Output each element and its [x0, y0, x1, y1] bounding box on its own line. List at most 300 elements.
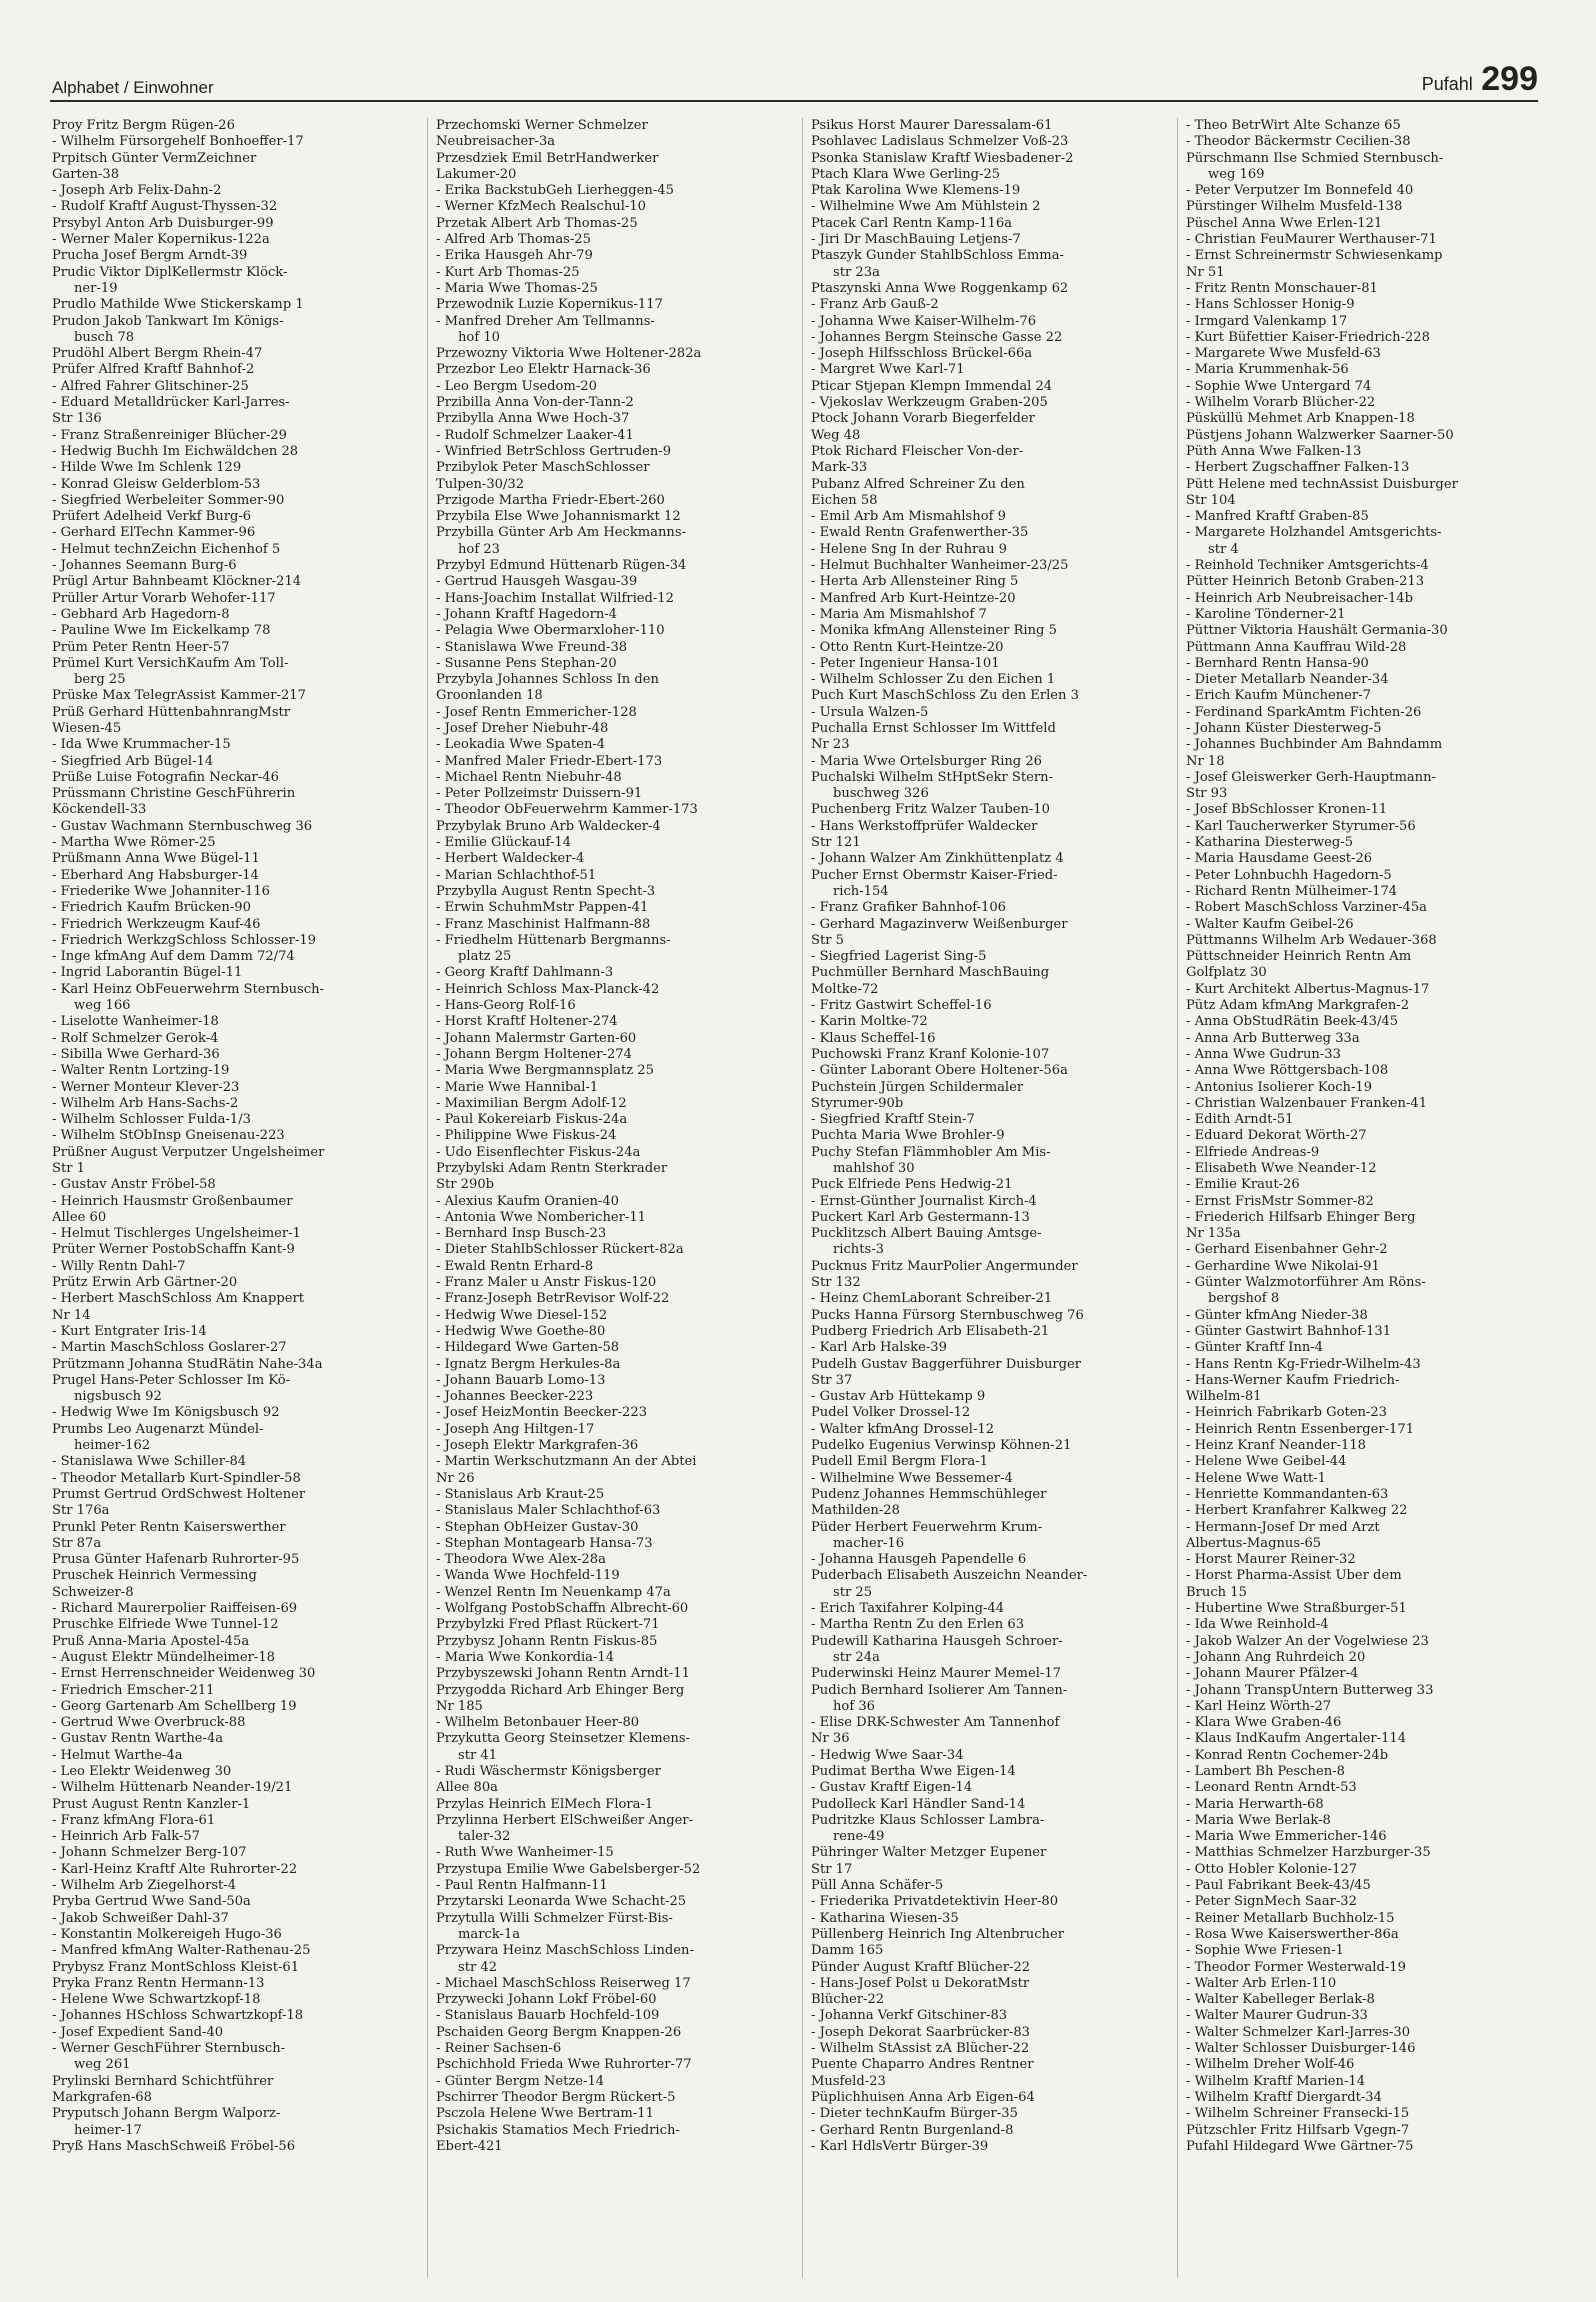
directory-entry-continuation: weg 169: [1208, 166, 1265, 182]
directory-entry: Pruschek Heinrich Vermessing: [52, 1568, 257, 1584]
directory-entry: Psczola Helene Wwe Bertram-11: [436, 2106, 654, 2122]
directory-entry: - Wilhelmine Wwe Bessemer-4: [811, 1470, 1013, 1486]
directory-entry: - Johann Ang Ruhrdeich 20: [1186, 1649, 1366, 1665]
directory-entry: Prüße Luise Fotografin Neckar-46: [52, 769, 279, 785]
directory-entry: Str 17: [811, 1861, 853, 1877]
directory-entry: - Rudolf Schmelzer Laaker-41: [436, 427, 634, 443]
directory-entry: - Joseph Elektr Markgrafen-36: [436, 1438, 639, 1454]
directory-entry: - Werner Maler Kopernikus-122a: [52, 232, 270, 248]
directory-entry: - Rudi Wäschermstr Königsberger: [436, 1763, 661, 1779]
directory-entry-continuation: weg 166: [74, 998, 131, 1014]
directory-entry: Ptacek Carl Rentn Kamp-116a: [811, 215, 1012, 231]
directory-entry: - Klaus Scheffel-16: [811, 1030, 936, 1046]
directory-entry: - Hans-Josef Polst u DekoratMstr: [811, 1975, 1030, 1991]
directory-entry: - Bernhard Rentn Hansa-90: [1186, 655, 1369, 671]
directory-entry: Prütz Erwin Arb Gärtner-20: [52, 1275, 238, 1291]
page-number: 299: [1481, 60, 1538, 98]
directory-entry: Püttschneider Heinrich Rentn Am: [1186, 949, 1412, 965]
directory-entry: - Johannes Buchbinder Am Bahndamm: [1186, 737, 1443, 753]
directory-entry: - Ruth Wwe Wanheimer-15: [436, 1845, 614, 1861]
directory-entry: - Michael Rentn Niebuhr-48: [436, 769, 622, 785]
directory-entry: - Ferdinand SparkAmtm Fichten-26: [1186, 704, 1422, 720]
section-label: Alphabet / Einwohner: [52, 78, 214, 97]
directory-entry: Nr 36: [811, 1731, 850, 1747]
directory-entry: - Bernhard Insp Busch-23: [436, 1226, 607, 1242]
directory-entry: - Stanislaus Bauarb Hochfeld-109: [436, 2008, 660, 2024]
directory-entry: Ptock Johann Vorarb Biegerfelder: [811, 411, 1035, 427]
directory-entry-continuation: str 24a: [833, 1649, 880, 1665]
directory-entry: - Josef HeizMontin Beecker-223: [436, 1405, 648, 1421]
directory-entry: - Stanislaus Arb Kraut-25: [436, 1486, 605, 1502]
directory-entry: - Horst Kraftf Holtener-274: [436, 1014, 618, 1030]
directory-entry: - Fritz Gastwirt Scheffel-16: [811, 998, 992, 1014]
directory-entry: - Werner Monteur Klever-23: [52, 1079, 240, 1095]
directory-entry: Prüßmann Anna Wwe Bügel-11: [52, 851, 260, 867]
directory-entry: Psikus Horst Maurer Daressalam-61: [811, 118, 1053, 133]
directory-entry: - Anna Wwe Röttgersbach-108: [1186, 1063, 1389, 1079]
directory-entry: Str 93: [1186, 786, 1228, 802]
directory-entry: - Elise DRK-Schwester Am Tannenhof: [811, 1715, 1060, 1731]
directory-entry: - Günter kfmAng Nieder-38: [1186, 1307, 1368, 1323]
directory-entry: Pufahl Hildegard Wwe Gärtner-75: [1186, 2138, 1414, 2154]
directory-entry: - Karoline Tönderner-21: [1186, 606, 1346, 622]
directory-entry: Pütz Adam kfmAng Markgrafen-2: [1186, 998, 1410, 1014]
directory-entry: - Herbert Zugschaffner Falken-13: [1186, 460, 1410, 476]
directory-entry-continuation: str 41: [458, 1747, 498, 1763]
directory-entry: - Erich Taxifahrer Kolping-44: [811, 1601, 1005, 1617]
directory-entry: - Stanislaus Maler Schlachthof-63: [436, 1503, 661, 1519]
directory-entry: Püttner Viktoria Haushält Germania-30: [1186, 623, 1448, 639]
directory-entry: - Hans-Werner Kaufm Friedrich-: [1186, 1372, 1400, 1388]
directory-entry: - Stephan Montagearb Hansa-73: [436, 1535, 653, 1551]
directory-entry-continuation: hof 36: [833, 1698, 875, 1714]
directory-entry: Puderwinski Heinz Maurer Memel-17: [811, 1666, 1061, 1682]
directory-entry: - Wilhelm Fürsorgehelf Bonhoeffer-17: [52, 134, 304, 150]
directory-entry: - Friedrich Emscher-211: [52, 1682, 215, 1698]
directory-entry: - Herta Arb Allensteiner Ring 5: [811, 574, 1019, 590]
directory-entry: - Wilhelm Betonbauer Heer-80: [436, 1715, 640, 1731]
directory-entry-continuation: ner-19: [74, 280, 118, 296]
directory-entry: Prylinski Bernhard Schichtführer: [52, 2073, 274, 2089]
directory-entry: Püth Anna Wwe Falken-13: [1186, 443, 1362, 459]
directory-entry: Moltke-72: [811, 981, 879, 997]
directory-entry: Püsküllü Mehmet Arb Knappen-18: [1186, 411, 1415, 427]
directory-entry: - Otto Rentn Kurt-Heintze-20: [811, 639, 1004, 655]
directory-entry: - Walter Arb Erlen-110: [1186, 1975, 1337, 1991]
directory-entry: - Walter Schlosser Duisburger-146: [1186, 2041, 1416, 2057]
directory-entry: Prust August Rentn Kanzler-1: [52, 1796, 251, 1812]
directory-entry: Przybylak Bruno Arb Waldecker-4: [436, 818, 661, 834]
directory-entry: - Ida Wwe Krummacher-15: [52, 737, 231, 753]
directory-entry: - Georg Kraftf Dahlmann-3: [436, 965, 614, 981]
directory-entry: - Pauline Wwe Im Eickelkamp 78: [52, 623, 271, 639]
directory-entry: Püstjens Johann Walzwerker Saarner-50: [1186, 427, 1454, 443]
directory-entry: Pütter Heinrich Betonb Graben-213: [1186, 574, 1425, 590]
directory-entry: - Herbert MaschSchloss Am Knappert: [52, 1291, 305, 1307]
directory-entry: - Siegfried Lagerist Sing-5: [811, 949, 987, 965]
directory-entry: - Jakob Schweißer Dahl-37: [52, 1910, 229, 1926]
directory-entry: - Helene Wwe Schwartzkopf-18: [52, 1992, 261, 2008]
directory-entry: - Josef BbSchlosser Kronen-11: [1186, 802, 1388, 818]
directory-entry-continuation: str 4: [1208, 541, 1239, 557]
directory-entry: Prugel Hans-Peter Schlosser Im Kö-: [52, 1372, 291, 1388]
directory-entry: - Erich Kaufm Münchener-7: [1186, 688, 1371, 704]
directory-entry: Pünder August Kraftf Blücher-22: [811, 1959, 1031, 1975]
directory-entry: Nr 26: [436, 1470, 475, 1486]
directory-entry: - Gerhard Rentn Burgenland-8: [811, 2122, 1014, 2138]
directory-entry: - Friederich Hilfsarb Ehinger Berg: [1186, 1209, 1416, 1225]
directory-entry-continuation: richts-3: [833, 1242, 884, 1258]
directory-entry: Przibilla Anna Von-der-Tann-2: [436, 395, 634, 411]
directory-entry: Püder Herbert Feuerwehrm Krum-: [811, 1519, 1043, 1535]
directory-entry: - Franz kfmAng Flora-61: [52, 1812, 216, 1828]
directory-entry-continuation: taler-32: [458, 1829, 511, 1845]
directory-entry: - Maria Wwe Konkordia-14: [436, 1649, 615, 1665]
directory-entry: - Joseph Hilfsschloss Brückel-66a: [811, 346, 1033, 362]
directory-entry-continuation: marck-1a: [458, 1926, 521, 1942]
directory-entry: - Johann Schmelzer Berg-107: [52, 1845, 247, 1861]
directory-entry: - Erika Hausgeh Ahr-79: [436, 248, 593, 264]
directory-entry: Nr 23: [811, 737, 850, 753]
directory-entry: - Konstantin Molkereigeh Hugo-36: [52, 1926, 282, 1942]
directory-entry: - Josef Dreher Niebuhr-48: [436, 720, 609, 736]
directory-entry: - Friedrich Kaufm Brücken-90: [52, 900, 251, 916]
directory-entry: Pryka Franz Rentn Hermann-13: [52, 1975, 265, 1991]
directory-entry-continuation: rene-49: [833, 1829, 885, 1845]
directory-entry: - Walter Schmelzer Karl-Jarres-30: [1186, 2024, 1411, 2040]
directory-entry: - Siegfried Kraftf Stein-7: [811, 1112, 975, 1128]
directory-entry: - Ernst FrisMstr Sommer-82: [1186, 1193, 1374, 1209]
directory-entry: Pucklitzsch Albert Bauing Amtsge-: [811, 1226, 1042, 1242]
directory-entry: Przywecki Johann Lokf Fröbel-60: [436, 1992, 657, 2008]
directory-entry: - Ernst-Günther Journalist Kirch-4: [811, 1193, 1037, 1209]
directory-entry: Pudenz Johannes Hemmschühleger: [811, 1486, 1047, 1502]
directory-entry: Prudic Viktor DiplKellermstr Klöck-: [52, 264, 288, 280]
directory-entry: - Paul Kokereiarb Fiskus-24a: [436, 1112, 628, 1128]
directory-entry: - Maria Wwe Ortelsburger Ring 26: [811, 753, 1043, 769]
directory-entry: Puchenberg Fritz Walzer Tauben-10: [811, 802, 1050, 818]
directory-entry: - Willy Rentn Dahl-7: [52, 1258, 186, 1274]
column-2: [427, 118, 798, 2278]
directory-entry: - Reiner Sachsen-6: [436, 2041, 562, 2057]
directory-entry: Pudberg Friedrich Arb Elisabeth-21: [811, 1323, 1050, 1339]
directory-entry: - Richard Maurerpolier Raiffeisen-69: [52, 1601, 298, 1617]
directory-entry: - Franz Maler u Anstr Fiskus-120: [436, 1275, 657, 1291]
directory-entry: - Wilhelm Kraftf Diergardt-34: [1186, 2089, 1382, 2105]
directory-entry: - Hermann-Josef Dr med Arzt: [1186, 1519, 1380, 1535]
directory-entry: - Gertrud Hausgeh Wasgau-39: [436, 574, 638, 590]
running-head: [1422, 60, 1538, 99]
directory-entry: - Theodor Metallarb Kurt-Spindler-58: [52, 1470, 301, 1486]
directory-entry: - Helene Sng In der Ruhrau 9: [811, 541, 1008, 557]
directory-entry: - Ida Wwe Reinhold-4: [1186, 1617, 1329, 1633]
directory-entry: - Eduard Dekorat Wörth-27: [1186, 1128, 1367, 1144]
directory-entry: - Peter Ingenieur Hansa-101: [811, 655, 1000, 671]
directory-entry: - Marie Wwe Hannibal-1: [436, 1079, 599, 1095]
directory-entry: Pubanz Alfred Schreiner Zu den: [811, 476, 1025, 492]
directory-entry: - Hans Schlosser Honig-9: [1186, 297, 1355, 313]
directory-entry: - Wilhelm Arb Hans-Sachs-2: [52, 1095, 239, 1111]
directory-entry-continuation: hof 23: [458, 541, 500, 557]
directory-entry: - Horst Pharma-Assist Über dem: [1186, 1568, 1402, 1584]
directory-entry: Prucha Josef Bergm Arndt-39: [52, 248, 248, 264]
directory-entry: Lakumer-20: [436, 166, 517, 182]
directory-entry: - Stanislawa Wwe Freund-38: [436, 639, 628, 655]
directory-entry: Pütt Helene med technAssist Duisburger: [1186, 476, 1458, 492]
directory-entry: - Hedwig Wwe Goethe-80: [436, 1323, 606, 1339]
directory-entry: Przykutta Georg Steinsetzer Klemens-: [436, 1731, 690, 1747]
directory-entry: - Gertrud Wwe Overbruck-88: [52, 1715, 246, 1731]
directory-entry: - Wilhelm Dreher Wolf-46: [1186, 2057, 1355, 2073]
directory-entry: - Maria Wwe Thomas-25: [436, 280, 598, 296]
directory-entry: Str 1: [52, 1161, 85, 1176]
directory-entry: - Kurt Entgrater Iris-14: [52, 1323, 207, 1339]
directory-entry: - Klara Wwe Graben-46: [1186, 1715, 1342, 1731]
directory-entry: - Franz Maschinist Halfmann-88: [436, 916, 651, 932]
directory-entry: - Paul Rentn Halfmann-11: [436, 1878, 608, 1894]
directory-entry: Przewodnik Luzie Kopernikus-117: [436, 297, 663, 313]
directory-entry: Ptaszynski Anna Wwe Roggenkamp 62: [811, 280, 1069, 296]
directory-entry: Schweizer-8: [52, 1584, 134, 1600]
directory-entry: - Ignatz Bergm Herkules-8a: [436, 1356, 621, 1372]
directory-entry: - Heinrich Fabrikarb Goten-23: [1186, 1405, 1387, 1421]
directory-entry: - Karl Heinz ObFeuerwehrm Sternbusch-: [52, 981, 324, 997]
directory-entry: - Gustav Kraftf Eigen-14: [811, 1780, 973, 1796]
directory-entry: - Johannes HSchloss Schwartzkopf-18: [52, 2008, 304, 2024]
directory-entry: - Katharina Diesterweg-5: [1186, 835, 1354, 851]
directory-entry: - Hedwig Wwe Saar-34: [811, 1747, 964, 1763]
directory-entry: - Maria Wwe Emmericher-146: [1186, 1829, 1387, 1845]
directory-entry: - Werner GeschFührer Sternbusch-: [52, 2041, 286, 2057]
directory-entry: - Ewald Rentn Erhard-8: [436, 1258, 594, 1274]
directory-entry: - Walter Maurer Gudrun-33: [1186, 2008, 1368, 2024]
directory-entry: - Helene Wwe Geibel-44: [1186, 1454, 1347, 1470]
directory-entry: - Walter Kaufm Geibel-26: [1186, 916, 1354, 932]
directory-entry: - Kurt Architekt Albertus-Magnus-17: [1186, 981, 1430, 997]
directory-entry: - Ingrid Laborantin Bügel-11: [52, 965, 243, 981]
directory-entry-continuation: weg 261: [74, 2057, 131, 2073]
directory-entry: Przygodda Richard Arb Ehinger Berg: [436, 1682, 685, 1698]
directory-entry: - Johannes Bergm Steinsche Gasse 22: [811, 329, 1063, 345]
directory-entry: - Manfred Dreher Am Tellmanns-: [436, 313, 655, 329]
directory-entry: - Margarete Wwe Musfeld-63: [1186, 346, 1381, 362]
directory-entry: - Johann Küster Diesterweg-5: [1186, 720, 1382, 736]
directory-entry: Pryputsch Johann Bergm Walporz-: [52, 2106, 281, 2122]
directory-entry: - Wilhelm Hüttenarb Neander-19/21: [52, 1780, 293, 1796]
directory-entry: - Joseph Ang Hiltgen-17: [436, 1421, 595, 1437]
directory-entry: Pürstinger Wilhelm Musfeld-138: [1186, 199, 1403, 215]
directory-entry: Ptok Richard Fleischer Von-der-: [811, 443, 1024, 459]
directory-entry: - Johanna Verkf Gitschiner-83: [811, 2008, 1008, 2024]
directory-entry: - Katharina Wiesen-35: [811, 1910, 959, 1926]
directory-entry: - Johanna Hausgeh Papendelle 6: [811, 1552, 1027, 1568]
directory-entry: Pudimat Bertha Wwe Eigen-14: [811, 1763, 1016, 1779]
directory-entry: Blücher-22: [811, 1992, 885, 2008]
directory-entry: - Manfred Arb Kurt-Heintze-20: [811, 590, 1016, 606]
directory-entry: - Dieter technKaufm Bürger-35: [811, 2106, 1018, 2122]
directory-entry: Pschaiden Georg Bergm Knappen-26: [436, 2024, 682, 2040]
directory-entry: Puchta Maria Wwe Brohler-9: [811, 1128, 1005, 1144]
directory-entry: - Vjekoslav Werkzeugm Graben-205: [811, 395, 1048, 411]
directory-entry: - Ernst Herrenschneider Weidenweg 30: [52, 1666, 316, 1682]
directory-entry: - Franz Straßenreiniger Blücher-29: [52, 427, 287, 443]
directory-entry: - Heinz ChemLaborant Schreiber-21: [811, 1291, 1053, 1307]
directory-entry-continuation: str 25: [833, 1584, 873, 1600]
directory-entry: - Franz Arb Gauß-2: [811, 297, 939, 313]
directory-entry: Przybyl Edmund Hüttenarb Rügen-34: [436, 558, 687, 574]
directory-entry: - Georg Gartenarb Am Schellberg 19: [52, 1698, 297, 1714]
directory-entry: - Wilhelm Kraftf Marien-14: [1186, 2073, 1366, 2089]
directory-entry: Pudewill Katharina Hausgeh Schroer-: [811, 1633, 1063, 1649]
directory-entry: - Ernst Schreinermstr Schwiesenkamp: [1186, 248, 1443, 264]
directory-entry: - Sibilla Wwe Gerhard-36: [52, 1046, 220, 1062]
directory-entry: - Wilhelm Schlosser Fulda-1/3: [52, 1112, 251, 1128]
directory-entry: Püllenberg Heinrich Ing Altenbrucher: [811, 1926, 1064, 1942]
directory-entry: Puchstein Jürgen Schildermaler: [811, 1079, 1024, 1095]
directory-entry: Styrumer-90b: [811, 1095, 904, 1111]
directory-entry: Albertus-Magnus-65: [1186, 1535, 1322, 1551]
directory-entry: - Manfred Maler Friedr-Ebert-173: [436, 753, 663, 769]
directory-entry: - Maria Wwe Berlak-8: [1186, 1812, 1331, 1828]
directory-entry: Puderbach Elisabeth Auszeichn Neander-: [811, 1568, 1088, 1584]
directory-entry: Pudel Volker Drossel-12: [811, 1405, 971, 1421]
directory-entry: - Liselotte Wanheimer-18: [52, 1014, 219, 1030]
directory-entry: - Johann Bauarb Lomo-13: [436, 1372, 606, 1388]
directory-entry: - Friedrich WerkzgSchloss Schlosser-19: [52, 932, 316, 948]
directory-entry: Psohlavec Ladislaus Schmelzer Voß-23: [811, 134, 1069, 150]
directory-entry: - Maximilian Bergm Adolf-12: [436, 1095, 627, 1111]
directory-entry: - Wilhelm StAssist zA Blücher-22: [811, 2041, 1030, 2057]
directory-entry: - Johann Kraftf Hagedorn-4: [436, 606, 618, 622]
directory-entry: Neubreisacher-3a: [436, 134, 556, 150]
directory-entry: Pucher Ernst Obermstr Kaiser-Fried-: [811, 867, 1058, 883]
directory-entry: Köckendell-33: [52, 802, 147, 818]
directory-entry: Str 37: [811, 1372, 853, 1388]
directory-entry-continuation: rich-154: [833, 883, 889, 899]
directory-entry: - Theodor ObFeuerwehrm Kammer-173: [436, 802, 698, 818]
directory-entry: - Dieter StahlbSchlosser Rückert-82a: [436, 1242, 684, 1258]
directory-entry: Prusa Günter Hafenarb Ruhrorter-95: [52, 1552, 300, 1568]
directory-entry: - Kurt Büfettier Kaiser-Friedrich-228: [1186, 329, 1430, 345]
directory-entry: Przystupa Emilie Wwe Gabelsberger-52: [436, 1861, 701, 1877]
directory-entry: Prudon Jakob Tankwart Im Königs-: [52, 313, 284, 329]
directory-entry: - Peter SignMech Saar-32: [1186, 1894, 1357, 1910]
directory-entry: Prüssmann Christine GeschFührerin: [52, 786, 296, 802]
directory-entry: Pützschler Fritz Hilfsarb Vgegn-7: [1186, 2122, 1410, 2138]
directory-entry: Pucks Hanna Fürsorg Sternbuschweg 76: [811, 1307, 1084, 1323]
directory-entry: - Joseph Dekorat Saarbrücker-83: [811, 2024, 1030, 2040]
directory-entry: - Rolf Schmelzer Gerok-4: [52, 1030, 219, 1046]
directory-entry: - Alexius Kaufm Oranien-40: [436, 1193, 619, 1209]
directory-entry-continuation: heimer-162: [74, 1438, 151, 1454]
directory-entry: - Peter Lohnbuchh Hagedorn-5: [1186, 867, 1392, 883]
directory-entry: - Rosa Wwe Kaiserswerther-86a: [1186, 1926, 1399, 1942]
directory-entry: - Henriette Kommandanten-63: [1186, 1486, 1389, 1502]
directory-entry: Puchalla Ernst Schlosser Im Wittfeld: [811, 720, 1056, 736]
directory-entry: Mathilden-28: [811, 1503, 900, 1519]
directory-entry: Garten-38: [52, 166, 120, 182]
directory-entry: - Johannes Seemann Burg-6: [52, 558, 237, 574]
directory-entry: - Herbert Kranfahrer Kalkweg 22: [1186, 1503, 1408, 1519]
directory-entry: - Christian Walzenbauer Franken-41: [1186, 1095, 1428, 1111]
directory-entry: - Erika BackstubGeh Lierheggen-45: [436, 183, 674, 199]
directory-entry: - Karl Heinz Wörth-27: [1186, 1698, 1332, 1714]
directory-entry: Golfplatz 30: [1186, 965, 1267, 981]
directory-entry: Puchmüller Bernhard MaschBauing: [811, 965, 1050, 981]
directory-entry: Przylinna Herbert ElSchweißer Anger-: [436, 1812, 694, 1828]
directory-entry: Str 5: [811, 932, 844, 948]
directory-entry: - Theodor Former Westerwald-19: [1186, 1959, 1406, 1975]
directory-entry: - Friedrich Werkzeugm Kauf-46: [52, 916, 261, 932]
directory-entry: - Hans Werkstoffprüfer Waldecker: [811, 818, 1038, 834]
directory-entry: Psonka Stanislaw Kraftf Wiesbadener-2: [811, 150, 1074, 166]
directory-entry: - Helmut Tischlerges Ungelsheimer-1: [52, 1226, 301, 1242]
directory-entry-continuation: busch 78: [74, 329, 135, 345]
directory-entry: Przesdziek Emil BetrHandwerker: [436, 150, 659, 166]
directory-entry: Prüm Peter Rentn Heer-57: [52, 639, 230, 655]
directory-entry: - Karin Moltke-72: [811, 1014, 928, 1030]
directory-entry: - Wanda Wwe Hochfeld-119: [436, 1568, 620, 1584]
directory-entry: Nr 135a: [1186, 1226, 1241, 1242]
directory-entry: - Stanislawa Wwe Schiller-84: [52, 1454, 247, 1470]
directory-entry: - Heinrich Arb Neubreisacher-14b: [1186, 590, 1413, 606]
directory-entry: - Hilde Wwe Im Schlenk 129: [52, 460, 242, 476]
directory-entry: - Wilhelm Arb Ziegelhorst-4: [52, 1878, 237, 1894]
directory-entry: - Leonard Rentn Arndt-53: [1186, 1780, 1357, 1796]
directory-entry: - Johannes Beecker-223: [436, 1389, 594, 1405]
directory-entry: - Wilhelmine Wwe Am Mühlstein 2: [811, 199, 1041, 215]
directory-entry: Przigode Martha Friedr-Ebert-260: [436, 492, 665, 508]
directory-entry: - Maria Wwe Bergmannsplatz 25: [436, 1063, 654, 1079]
directory-entry: Nr 18: [1186, 753, 1225, 769]
directory-entry: Przybila Else Wwe Johannismarkt 12: [436, 509, 681, 525]
directory-entry: - Helene Wwe Watt-1: [1186, 1470, 1327, 1486]
directory-entry: - Antonia Wwe Nombericher-11: [436, 1209, 646, 1225]
directory-entry: - Susanne Pens Stephan-20: [436, 655, 617, 671]
directory-entry: - Günter Bergm Netze-14: [436, 2073, 605, 2089]
directory-entry: Puck Elfriede Pens Hedwig-21: [811, 1177, 1013, 1193]
directory-entry: - Sophie Wwe Friesen-1: [1186, 1943, 1344, 1959]
directory-entry: - Sophie Wwe Untergard 74: [1186, 378, 1372, 394]
directory-entry: Puente Chaparro Andres Rentner: [811, 2057, 1034, 2073]
directory-entry: - Johann TranspUntern Butterweg 33: [1186, 1682, 1434, 1698]
directory-entry: - Klaus IndKaufm Angertaler-114: [1186, 1731, 1407, 1747]
directory-entry: - Wilhelm StObInsp Gneisenau-223: [52, 1128, 285, 1144]
directory-entry: - Karl Arb Halske-39: [811, 1340, 947, 1356]
directory-entry: - Friederike Wwe Johanniter-116: [52, 883, 270, 899]
directory-entry-continuation: heimer-17: [74, 2122, 142, 2138]
directory-entry: - Gustav Wachmann Sternbuschweg 36: [52, 818, 313, 834]
directory-entry: Prybysz Franz MontSchloss Kleist-61: [52, 1959, 300, 1975]
directory-entry: - Heinrich Arb Falk-57: [52, 1829, 200, 1845]
directory-entry: - Wenzel Rentn Im Neuenkamp 47a: [436, 1584, 671, 1600]
directory-entry: Allee 60: [52, 1209, 107, 1225]
directory-entry: - Hedwig Buchh Im Eichwäldchen 28: [52, 443, 299, 459]
directory-entry: - Reinhold Techniker Amtsgerichts-4: [1186, 558, 1429, 574]
directory-entry: - Maria Am Mismahlshof 7: [811, 606, 987, 622]
directory-entry: - Lambert Bh Peschen-8: [1186, 1763, 1345, 1779]
directory-entry: Musfeld-23: [811, 2073, 886, 2089]
directory-entry: - Anna Arb Butterweg 33a: [1186, 1030, 1360, 1046]
directory-entry: Przybylski Adam Rentn Sterkrader: [436, 1161, 668, 1176]
directory-entry: - Walter Kabelleger Berlak-8: [1186, 1992, 1375, 2008]
directory-entry: Prüter Werner PostobSchaffn Kant-9: [52, 1242, 295, 1258]
directory-entry: - Walter kfmAng Drossel-12: [811, 1421, 995, 1437]
directory-entry: - Martha Wwe Römer-25: [52, 835, 216, 851]
directory-entry: - Paul Fabrikant Beek-43/45: [1186, 1878, 1371, 1894]
directory-entry: Prsybyl Anton Arb Duisburger-99: [52, 215, 274, 231]
directory-entry: - Edith Arndt-51: [1186, 1112, 1294, 1128]
